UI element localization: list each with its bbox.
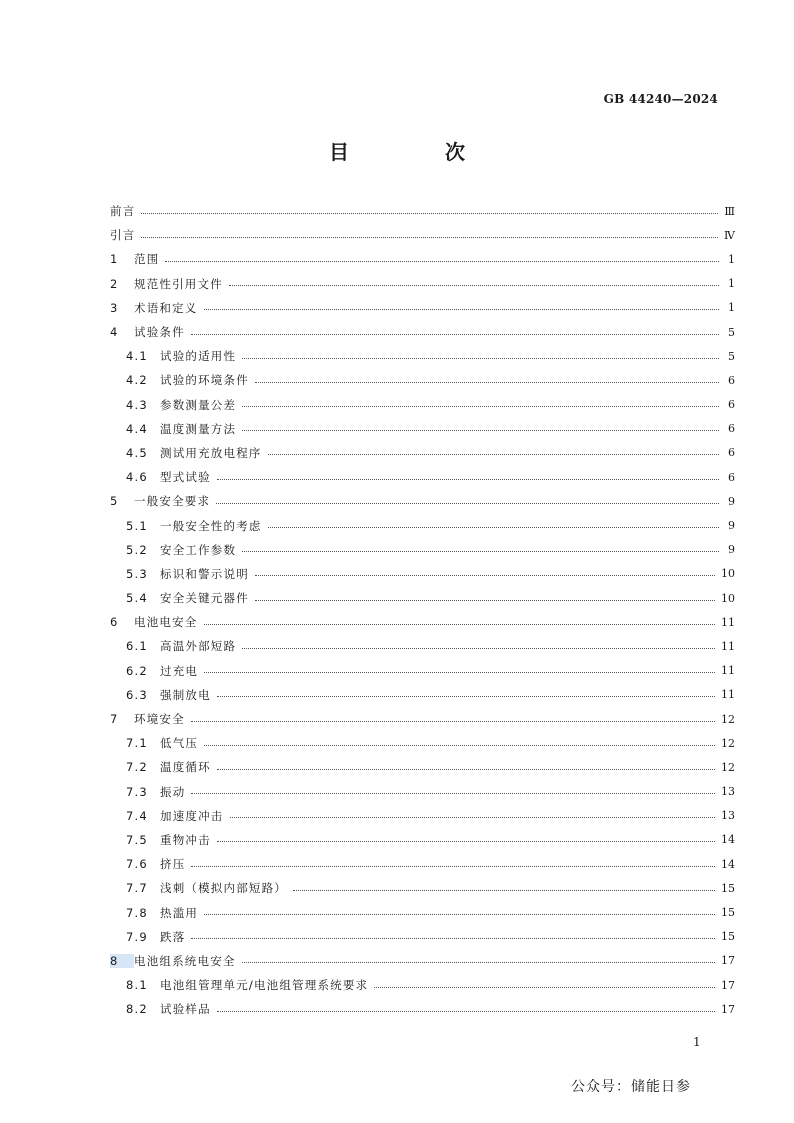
toc-entry-page: 15: [721, 906, 735, 920]
toc-entry-number: 4.1: [126, 349, 148, 364]
footer-note: 公众号：储能日参: [571, 1079, 691, 1095]
toc-entry[interactable]: [110, 634, 735, 658]
toc-entry-label: 电池组系统电安全: [134, 953, 236, 968]
dot-leader: [242, 406, 719, 407]
toc-entry-label: 振动: [160, 784, 186, 799]
dot-leader: [165, 261, 719, 262]
toc-entry-label: 标识和警示说明: [160, 566, 249, 581]
dot-leader: [204, 672, 715, 673]
dot-leader: [204, 745, 715, 746]
dot-leader: [217, 841, 715, 842]
toc-entry-label: 引言: [110, 228, 136, 243]
toc-entry-label: 低气压: [160, 736, 199, 751]
toc-entry-number: 5.3: [126, 566, 148, 581]
toc-entry[interactable]: [110, 538, 735, 562]
toc-entry-label: 环境安全: [134, 712, 185, 727]
toc-entry-label: 电池电安全: [134, 615, 198, 630]
toc-entry-page: 13: [721, 809, 735, 823]
toc-entry-label: 试验样品: [160, 1002, 211, 1017]
toc-entry-page: 10: [721, 567, 735, 581]
toc-entry-page: 11: [721, 615, 735, 629]
toc-entry-label: 试验条件: [134, 325, 185, 340]
dot-leader: [242, 551, 719, 552]
dot-leader: [230, 817, 716, 818]
toc-entry-label: 一般安全性的考虑: [160, 518, 262, 533]
toc-entry-label: 加速度冲击: [160, 808, 224, 823]
toc-entry[interactable]: [110, 755, 735, 779]
toc-entry-number: 2: [110, 276, 119, 291]
dot-leader: [191, 866, 715, 867]
toc-entry-page: 6: [728, 446, 735, 460]
toc-entry[interactable]: [110, 828, 735, 852]
dot-leader: [242, 358, 719, 359]
toc-entry[interactable]: [110, 562, 735, 586]
dot-leader: [191, 938, 715, 939]
toc-entry-number: 6.3: [126, 687, 148, 702]
toc-entry[interactable]: [110, 804, 735, 828]
page-title: 目 次: [329, 140, 503, 164]
dot-leader: [191, 334, 719, 335]
toc-entry-page: 9: [728, 519, 735, 533]
toc-entry-number: 7.6: [126, 857, 148, 872]
toc-entry-number: 5: [110, 494, 119, 509]
toc-entry[interactable]: [110, 586, 735, 610]
toc-entry-number: 4.5: [126, 445, 148, 460]
toc-entry-page: 5: [728, 349, 735, 363]
toc-entry-page: 17: [721, 954, 735, 968]
toc-entry-number: 6.1: [126, 639, 148, 654]
dot-leader: [242, 962, 715, 963]
toc-entry-label: 范围: [134, 252, 160, 267]
toc-entry[interactable]: [110, 900, 735, 924]
toc-entry-page: 14: [721, 833, 735, 847]
toc-entry-page: 9: [728, 494, 735, 508]
toc-entry-page: 6: [728, 470, 735, 484]
dot-leader: [191, 721, 715, 722]
dot-leader: [255, 575, 715, 576]
toc-entry-label: 试验的环境条件: [160, 373, 249, 388]
toc-entry[interactable]: [110, 876, 735, 900]
table-of-contents: [110, 199, 735, 1021]
dot-leader: [204, 624, 716, 625]
toc-entry[interactable]: [110, 780, 735, 804]
standard-code: GB 44240—2024: [603, 92, 718, 106]
dot-leader: [217, 696, 715, 697]
toc-entry-number: 6.2: [126, 663, 148, 678]
dot-leader: [216, 503, 719, 504]
toc-entry-page: 15: [721, 881, 735, 895]
toc-entry-label: 跌落: [160, 929, 186, 944]
toc-entry-page: 13: [721, 785, 735, 799]
toc-entry[interactable]: [110, 949, 735, 973]
toc-entry[interactable]: [110, 441, 735, 465]
toc-entry-label: 浅刺（模拟内部短路）: [160, 881, 287, 896]
dot-leader: [204, 914, 715, 915]
toc-entry-page: 9: [728, 543, 735, 557]
dot-leader: [268, 527, 719, 528]
dot-leader: [268, 454, 719, 455]
dot-leader: [217, 1011, 715, 1012]
toc-entry[interactable]: [110, 731, 735, 755]
toc-entry[interactable]: [110, 393, 735, 417]
dot-leader: [229, 285, 719, 286]
toc-entry-page: Ⅲ: [724, 204, 735, 218]
toc-entry-label: 热滥用: [160, 905, 199, 920]
toc-entry-label: 电池组管理单元/电池组管理系统要求: [160, 978, 369, 993]
toc-entry-number: 5.1: [126, 518, 148, 533]
toc-entry[interactable]: [110, 925, 735, 949]
dot-leader: [242, 648, 715, 649]
toc-entry-page: 17: [721, 978, 735, 992]
toc-entry-page: 5: [728, 325, 735, 339]
toc-entry-number: 7.3: [126, 784, 148, 799]
toc-entry-number: 5.2: [126, 542, 148, 557]
toc-entry-label: 参数测量公差: [160, 397, 237, 412]
dot-leader: [242, 430, 719, 431]
dot-leader: [374, 987, 715, 988]
dot-leader: [204, 309, 720, 310]
toc-entry-label: 挤压: [160, 857, 186, 872]
toc-entry-page: 14: [721, 857, 735, 871]
toc-entry-page: 11: [721, 688, 735, 702]
toc-entry[interactable]: [110, 513, 735, 537]
toc-entry-label: 过充电: [160, 663, 199, 678]
toc-entry-label: 温度循环: [160, 760, 211, 775]
toc-entry-label: 测试用充放电程序: [160, 445, 262, 460]
toc-entry-page: 1: [728, 301, 735, 315]
toc-entry-number: 1: [110, 252, 119, 267]
dot-leader: [217, 769, 715, 770]
toc-entry-number: 7.8: [126, 905, 148, 920]
toc-entry[interactable]: [110, 610, 735, 634]
toc-entry-page: 15: [721, 930, 735, 944]
toc-entry-label: 安全工作参数: [160, 542, 237, 557]
toc-entry-page: 1: [728, 277, 735, 291]
toc-entry-label: 温度测量方法: [160, 421, 237, 436]
page-number: 1: [693, 1035, 701, 1049]
toc-entry[interactable]: [110, 272, 735, 296]
toc-entry-number: 7.2: [126, 760, 148, 775]
toc-entry-number: 4.4: [126, 421, 148, 436]
toc-entry[interactable]: [110, 223, 735, 247]
toc-entry-page: 10: [721, 591, 735, 605]
toc-entry[interactable]: [110, 320, 735, 344]
toc-entry-label: 型式试验: [160, 470, 211, 485]
toc-entry-page: 6: [728, 398, 735, 412]
dot-leader: [255, 600, 715, 601]
toc-entry-number: 8.2: [126, 1002, 148, 1017]
toc-entry-number: 4.3: [126, 397, 148, 412]
toc-entry-label: 试验的适用性: [160, 349, 237, 364]
toc-entry[interactable]: [110, 973, 735, 997]
toc-entry-page: Ⅳ: [724, 228, 735, 242]
toc-entry-page: 1: [728, 252, 735, 266]
toc-entry-number: 3: [110, 300, 119, 315]
toc-entry-number: 7.4: [126, 808, 148, 823]
toc-entry[interactable]: [110, 296, 735, 320]
dot-leader: [141, 213, 718, 214]
toc-entry-number: 8.1: [126, 978, 148, 993]
toc-entry[interactable]: [110, 417, 735, 441]
toc-entry-number: 4.6: [126, 470, 148, 485]
toc-entry-page: 11: [721, 664, 735, 678]
toc-entry-page: 11: [721, 639, 735, 653]
toc-entry-number: 7: [110, 712, 119, 727]
toc-entry-label: 术语和定义: [134, 300, 198, 315]
toc-entry-number: 7.9: [126, 929, 148, 944]
toc-entry-number: 7.7: [126, 881, 148, 896]
toc-entry-number: 8: [110, 954, 134, 968]
toc-entry-page: 12: [721, 712, 735, 726]
toc-entry-label: 安全关键元器件: [160, 591, 249, 606]
toc-entry[interactable]: [110, 707, 735, 731]
toc-entry[interactable]: [110, 659, 735, 683]
toc-entry[interactable]: [110, 344, 735, 368]
toc-entry-label: 强制放电: [160, 687, 211, 702]
toc-entry-page: 6: [728, 422, 735, 436]
toc-entry[interactable]: [110, 368, 735, 392]
dot-leader: [255, 382, 719, 383]
toc-entry-number: 7.1: [126, 736, 148, 751]
toc-entry-number: 5.4: [126, 591, 148, 606]
toc-entry[interactable]: [110, 997, 735, 1021]
toc-entry-page: 12: [721, 760, 735, 774]
dot-leader: [217, 479, 719, 480]
toc-entry[interactable]: [110, 489, 735, 513]
dot-leader: [141, 237, 718, 238]
toc-entry-label: 规范性引用文件: [134, 276, 223, 291]
dot-leader: [293, 890, 715, 891]
toc-entry-label: 高温外部短路: [160, 639, 237, 654]
toc-entry-page: 6: [728, 373, 735, 387]
toc-entry-label: 一般安全要求: [134, 494, 211, 509]
toc-entry[interactable]: [110, 852, 735, 876]
toc-entry-label: 重物冲击: [160, 832, 211, 847]
dot-leader: [191, 793, 715, 794]
toc-entry-number: 6: [110, 615, 119, 630]
toc-entry[interactable]: [110, 683, 735, 707]
toc-entry-page: 12: [721, 736, 735, 750]
toc-entry-number: 4.2: [126, 373, 148, 388]
toc-entry[interactable]: [110, 465, 735, 489]
toc-entry-label: 前言: [110, 204, 136, 219]
toc-entry-number: 4: [110, 325, 119, 340]
toc-entry[interactable]: [110, 247, 735, 271]
toc-entry-page: 17: [721, 1002, 735, 1016]
toc-entry-number: 7.5: [126, 832, 148, 847]
toc-entry[interactable]: [110, 199, 735, 223]
